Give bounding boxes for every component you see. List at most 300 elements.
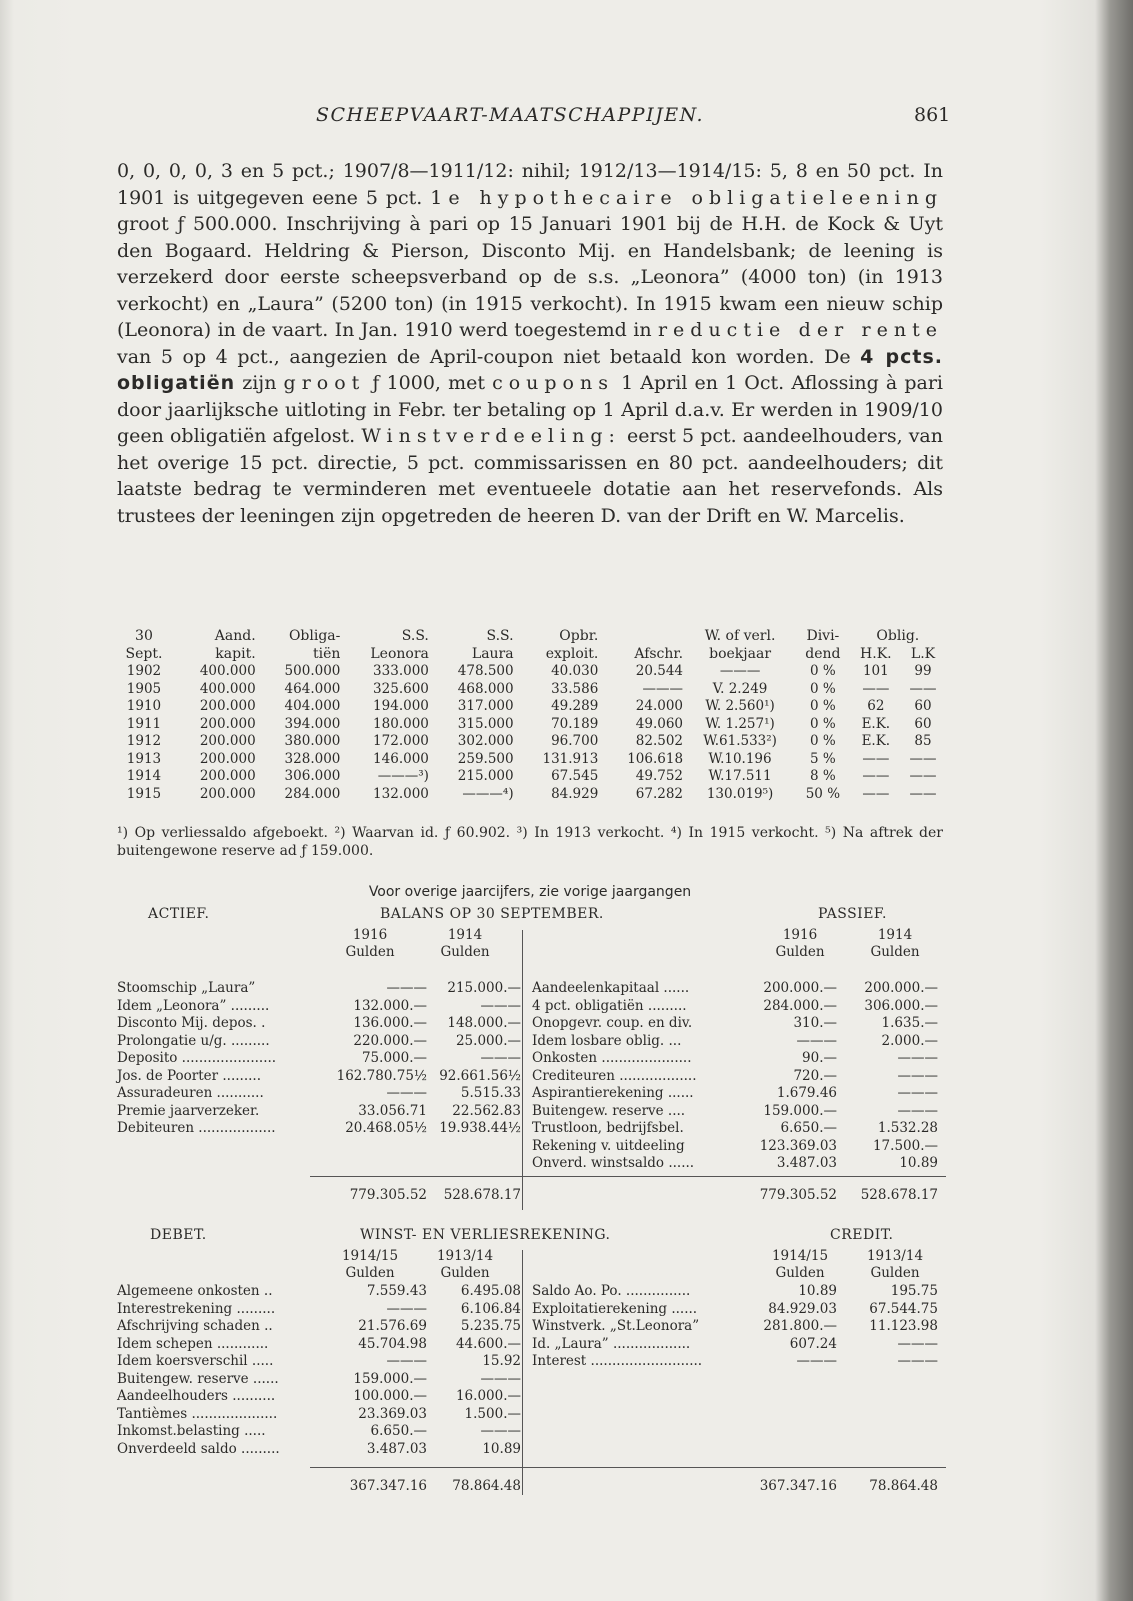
ledger-label: Premie jaarverzeker. <box>117 1102 260 1119</box>
paragraph-segment: zijn <box>235 372 284 394</box>
ledger-label: Interestrekening ......... <box>117 1300 276 1317</box>
ledger-value: ——— <box>897 1353 938 1369</box>
table-cell: 325.600 <box>373 680 429 697</box>
table-cell: 0 % <box>810 680 836 697</box>
balance-right-heading: PASSIEF. <box>818 906 887 922</box>
column-header: Aand. <box>214 628 256 644</box>
table-row <box>115 733 945 751</box>
ledger-label: Winstverk. „St.Leonora” <box>532 1318 700 1334</box>
ledger-value: 220.000.— <box>353 1032 427 1049</box>
ledger-value: 20.468.05½ <box>345 1120 427 1136</box>
ledger-value: 284.000.— <box>763 997 837 1014</box>
table-cell: 468.000 <box>457 680 514 697</box>
column-header: Obliga- <box>288 628 341 644</box>
pl-divider <box>522 1250 523 1495</box>
table-cell: 400.000 <box>199 680 256 697</box>
ledger-value: 3.487.03 <box>366 1440 427 1457</box>
balance-assets <box>117 980 521 1138</box>
column-header: Sept. <box>125 645 163 662</box>
table-cell: 380.000 <box>284 733 341 749</box>
column-header: tiën <box>312 645 341 662</box>
ledger-label: Buitengew. reserve ...... <box>117 1370 279 1387</box>
paragraph-segment: van 5 op 4 pct., aangezien de April-coupon niet betaald kon worden. De <box>117 345 861 368</box>
ledger-label: Onverdeeld saldo ......... <box>117 1440 280 1457</box>
balance-total-left: 779.305.52 528.678.17 <box>349 1187 521 1203</box>
balance-liabilities <box>532 980 942 1173</box>
ledger-value: 3.487.03 <box>776 1155 837 1171</box>
ledger-value: ——— <box>796 1353 837 1369</box>
table-cell: 0 % <box>810 715 836 732</box>
pl-year1-right: 1914/15 Gulden <box>771 1248 829 1281</box>
table-cell: 67.282 <box>635 785 684 802</box>
table-cell: ———³) <box>377 768 429 784</box>
table-row <box>115 681 945 699</box>
table-cell: ——— <box>642 680 684 697</box>
company-description <box>117 158 943 529</box>
ledger-label: Onopgevr. coup. en div. <box>532 1015 693 1031</box>
paragraph-segment: Winstverdeeling: <box>361 425 621 447</box>
balance-year1-left: 1916 Gulden <box>345 927 395 960</box>
table-cell: 317.000 <box>457 698 514 714</box>
ledger-row <box>117 1388 521 1406</box>
ledger-value: 607.24 <box>789 1335 837 1352</box>
table-row <box>115 751 945 769</box>
ledger-value: 45.704.98 <box>358 1335 427 1352</box>
ledger-label: Stoomschip „Laura” <box>117 980 256 996</box>
table-cell: 96.700 <box>551 733 599 749</box>
table-cell: 1911 <box>126 715 162 732</box>
table-cell: 194.000 <box>373 698 429 714</box>
ledger-row <box>532 1085 942 1103</box>
ledger-value: ——— <box>897 1085 938 1101</box>
table-cell: 200.000 <box>199 733 256 749</box>
ledger-row <box>532 1283 942 1301</box>
ledger-label: Idem „Leonora” ......... <box>117 997 270 1014</box>
table-cell: 180.000 <box>373 715 429 732</box>
table-cell: ——— <box>719 663 761 679</box>
ledger-value: 6.495.08 <box>460 1283 521 1299</box>
table-cell: 5 % <box>810 750 836 767</box>
pl-year2-left: 1913/14 Gulden <box>436 1248 494 1281</box>
ledger-row <box>117 1015 521 1033</box>
balance-divider <box>522 930 523 1210</box>
table-cell: 215.000 <box>457 768 514 784</box>
column-header: Leonora <box>370 645 429 662</box>
ledger-row <box>117 1283 521 1301</box>
ledger-value: 1.635.— <box>881 1015 938 1031</box>
paragraph-segment: reductie der rente <box>657 319 943 341</box>
ledger-value: 200.000.— <box>864 980 938 996</box>
ledger-row <box>532 998 942 1016</box>
table-cell: —— <box>862 768 890 784</box>
ledger-label: Disconto Mij. depos. . <box>117 1015 266 1031</box>
ledger-row <box>117 1300 521 1319</box>
ledger-label: Aandeelhouders .......... <box>117 1388 276 1404</box>
table-cell: 85 <box>914 733 932 749</box>
table-cell: E.K. <box>861 715 891 732</box>
ledger-row <box>117 1405 521 1424</box>
paragraph-segment: 4 pcts. obligatiën <box>117 345 944 394</box>
table-header-row-1 <box>115 628 945 646</box>
table-cell: 0 % <box>810 733 836 749</box>
ledger-row <box>532 1353 942 1371</box>
table-cell: 302.000 <box>457 733 514 749</box>
table-cell: 0 % <box>810 663 836 679</box>
table-cell: 106.618 <box>627 750 684 767</box>
ledger-value: 90.— <box>802 1050 837 1066</box>
table-cell: 49.752 <box>635 768 684 784</box>
table-cell: 8 % <box>810 768 836 784</box>
ledger-value: 44.600.— <box>455 1335 521 1352</box>
ledger-row <box>532 1301 942 1319</box>
ledger-row <box>532 1015 942 1033</box>
ledger-value: 310.— <box>793 1015 837 1031</box>
table-cell: 1912 <box>126 733 162 749</box>
ledger-value: 21.576.69 <box>358 1318 427 1334</box>
ledger-value: 10.89 <box>899 1155 938 1171</box>
ledger-label: Tantièmes .................... <box>117 1405 278 1422</box>
table-cell: 1914 <box>126 768 162 784</box>
column-header: Afschr. <box>634 645 684 662</box>
ledger-value: ——— <box>386 1085 427 1101</box>
ledger-value: 15.92 <box>482 1353 521 1369</box>
balance-total-right: 779.305.52 528.678.17 <box>759 1187 938 1203</box>
table-cell: 99 <box>914 663 932 679</box>
ledger-label: Crediteuren .................. <box>532 1067 697 1084</box>
ledger-value: 23.369.03 <box>358 1405 427 1422</box>
column-header: 30 <box>135 628 153 644</box>
ledger-label: Deposito ...................... <box>117 1050 277 1066</box>
table-cell: 1913 <box>126 750 162 767</box>
table-cell: 1915 <box>126 785 162 802</box>
column-header: boekjaar <box>709 645 772 662</box>
column-header: Opbr. <box>559 628 599 644</box>
table-cell: 131.913 <box>542 750 599 767</box>
ledger-value: ——— <box>386 1353 427 1369</box>
ledger-row <box>117 1050 521 1068</box>
table-cell: 1910 <box>126 698 162 714</box>
ledger-value: 100.000.— <box>353 1388 427 1404</box>
table-cell: 200.000 <box>199 715 256 732</box>
column-header: S.S. <box>486 628 514 644</box>
ledger-row <box>532 1138 942 1156</box>
ledger-label: Algemeene onkosten .. <box>117 1283 273 1299</box>
ledger-row <box>532 1033 942 1051</box>
pl-right-heading: CREDIT. <box>830 1227 894 1243</box>
ledger-value: 17.500.— <box>872 1137 938 1154</box>
table-cell: 82.502 <box>635 733 684 749</box>
ledger-value: 7.559.43 <box>366 1283 427 1299</box>
ledger-label: Onkosten ..................... <box>532 1050 692 1066</box>
balance-year2-left: 1914 Gulden <box>440 927 490 960</box>
ledger-value: ——— <box>897 1335 938 1352</box>
ledger-value: ——— <box>897 1050 938 1066</box>
ledger-value: ——— <box>386 980 427 996</box>
table-cell: 306.000 <box>284 768 341 784</box>
table-cell: E.K. <box>861 733 891 749</box>
column-header: S.S. <box>401 628 429 644</box>
ledger-row <box>117 1335 521 1354</box>
ledger-row <box>532 980 942 998</box>
ledger-value: 25.000.— <box>455 1032 521 1049</box>
table-cell: 478.500 <box>457 663 514 679</box>
table-cell: 404.000 <box>284 698 341 714</box>
ledger-label: Debiteuren .................. <box>117 1120 276 1136</box>
table-cell: 62 <box>867 698 885 714</box>
running-head: SCHEEPVAART-MAATSCHAPPIJEN. <box>316 104 705 126</box>
ledger-label: Aandeelenkapitaal ...... <box>532 980 690 996</box>
table-cell: 49.289 <box>551 698 599 714</box>
ledger-value: ——— <box>386 1300 427 1317</box>
table-row <box>115 716 945 734</box>
balance-total-rule <box>310 1176 946 1177</box>
table-cell: 84.929 <box>551 785 599 802</box>
table-row <box>115 786 945 804</box>
ledger-value: 215.000.— <box>447 980 521 996</box>
ledger-label: Jos. de Poorter ......... <box>117 1067 261 1084</box>
ledger-label: Idem koersverschil ..... <box>117 1353 274 1369</box>
ledger-label: Saldo Ao. Po. ............... <box>532 1283 691 1299</box>
ledger-value: 195.75 <box>890 1283 938 1299</box>
table-cell: 333.000 <box>373 663 429 679</box>
ledger-value: 159.000.— <box>353 1370 427 1387</box>
ledger-value: 19.938.44½ <box>439 1120 521 1136</box>
table-header-row-2 <box>115 646 945 664</box>
ledger-row <box>117 1032 521 1051</box>
ledger-row <box>117 1067 521 1086</box>
pl-title: WINST- EN VERLIESREKENING. <box>360 1227 611 1243</box>
table-cell: 464.000 <box>284 680 341 697</box>
table-cell: W.17.511 <box>708 768 772 784</box>
ledger-row <box>532 1318 942 1336</box>
yearly-figures-table <box>115 628 945 803</box>
ledger-value: 162.780.75½ <box>336 1067 427 1084</box>
table-footnotes <box>117 824 943 860</box>
ledger-row <box>532 1120 942 1138</box>
table-cell: —— <box>909 768 937 784</box>
ledger-row <box>532 1155 942 1173</box>
ledger-value: ——— <box>480 1370 521 1387</box>
column-header: exploit. <box>545 645 599 662</box>
table-cell: 200.000 <box>199 750 256 767</box>
ledger-label: Rekening v. uitdeeling <box>532 1137 685 1154</box>
ledger-value: 306.000.— <box>864 997 938 1014</box>
table-cell: 67.545 <box>551 768 599 784</box>
ledger-value: 2.000.— <box>881 1032 938 1049</box>
ledger-value: ——— <box>480 1423 521 1439</box>
column-header: Divi- <box>806 628 840 644</box>
table-cell: 0 % <box>810 698 836 714</box>
ledger-row <box>117 997 521 1016</box>
ledger-value: 123.369.03 <box>759 1137 837 1154</box>
table-row <box>115 698 945 716</box>
ledger-label: Inkomst.belasting ..... <box>117 1423 266 1439</box>
ledger-row <box>532 1103 942 1121</box>
ledger-row <box>117 1440 521 1459</box>
ledger-value: 6.106.84 <box>460 1300 521 1317</box>
balance-year2-right: 1914 Gulden <box>870 927 920 960</box>
ledger-label: Idem losbare oblig. ... <box>532 1032 682 1049</box>
ledger-label: Assuradeuren ........... <box>117 1085 264 1101</box>
table-cell: W.61.533²) <box>703 733 777 749</box>
table-cell: 284.000 <box>284 785 341 802</box>
ledger-label: Prolongatie u/g. ......... <box>117 1032 270 1049</box>
balance-title: BALANS OP 30 SEPTEMBER. <box>380 906 604 922</box>
ledger-value: 1.679.46 <box>776 1085 837 1101</box>
ledger-value: 136.000.— <box>353 1015 427 1031</box>
pl-year2-right: 1913/14 Gulden <box>866 1248 924 1281</box>
ledger-row <box>117 1085 521 1103</box>
pl-left-heading: DEBET. <box>150 1227 207 1243</box>
ledger-value: 6.650.— <box>370 1423 427 1439</box>
table-cell: 259.500 <box>457 750 514 767</box>
ledger-value: 16.000.— <box>455 1388 521 1404</box>
table-cell: 1905 <box>126 680 162 697</box>
table-cell: —— <box>909 785 937 802</box>
pl-total-left: 367.347.16 78.864.48 <box>349 1478 521 1494</box>
table-cell: 130.019⁵) <box>706 785 774 802</box>
paragraph-segment: 1 April en 1 Oct. Aflossing à pari door jaarlijksche uitloting in Febr. ter betaling op 1 April d.a.v. Er werden in 1909/10 geen obligatiën afgelost. <box>117 372 943 447</box>
table-cell: 328.000 <box>284 750 341 767</box>
ledger-value: 67.544.75 <box>869 1300 938 1317</box>
ledger-value: ——— <box>796 1032 837 1049</box>
ledger-value: 6.650.— <box>780 1120 837 1136</box>
column-header: dend <box>805 645 841 662</box>
paragraph-segment: eerst 5 pct. aandeelhouders, van het overige 15 pct. directie, 5 pct. commissarissen en 80 pct. aandeelhouders; dit laatste bedrag te verminderen met eventueele dotatie aan het reservefonds. Als trustees der leeningen zijn opgetreden de heeren D. van der Drift en W. Marcelis. <box>117 425 943 527</box>
ledger-label: 4 pct. obligatiën ......... <box>532 997 687 1014</box>
ledger-label: Buitengew. reserve .... <box>532 1102 686 1119</box>
table-cell: —— <box>862 785 890 802</box>
table-cell: 60 <box>914 715 932 732</box>
page-number: 861 <box>914 104 951 126</box>
ledger-value: 1.500.— <box>464 1405 521 1422</box>
ledger-row <box>117 1370 521 1389</box>
ledger-value: ——— <box>480 1050 521 1066</box>
pl-total-rule <box>310 1467 946 1468</box>
table-cell: —— <box>909 750 937 767</box>
ledger-row <box>117 1318 521 1336</box>
ledger-value: 22.562.83 <box>452 1102 521 1119</box>
table-cell: ———⁴) <box>462 785 514 802</box>
ledger-row <box>532 1068 942 1086</box>
paragraph-segment: groot <box>283 372 366 394</box>
table-cell: 200.000 <box>199 785 256 802</box>
ledger-value: 281.800.— <box>763 1318 837 1334</box>
pl-credit <box>532 1283 942 1371</box>
ledger-value: 5.515.33 <box>460 1085 521 1101</box>
column-header: Laura <box>471 645 514 662</box>
ledger-row <box>117 1102 521 1121</box>
table-cell: 394.000 <box>284 715 341 732</box>
pl-total-right: 367.347.16 78.864.48 <box>759 1478 938 1494</box>
table-cell: V. 2.249 <box>712 680 768 697</box>
table-cell: 40.030 <box>551 663 599 679</box>
column-header: H.K. <box>860 645 892 662</box>
table-cell: 20.544 <box>635 663 684 679</box>
ledger-value: 148.000.— <box>447 1015 521 1031</box>
table-cell: 60 <box>914 698 932 714</box>
paragraph-segment: 0, 0, 0, 0, 3 en 5 pct.; 1907/8—1911/12: nihil; 1912/13—1914/15: 5, 8 en 50 pct. In 1901 is uitgegeven eene 5 pct. <box>117 160 943 209</box>
table-cell: 200.000 <box>199 698 256 714</box>
table-cell: W. 2.560¹) <box>705 698 775 714</box>
balance-left-heading: ACTIEF. <box>148 906 210 922</box>
balance-year1-right: 1916 Gulden <box>775 927 825 960</box>
column-header: W. of verl. <box>704 628 776 644</box>
ledger-value: ——— <box>480 997 521 1014</box>
table-cell: 146.000 <box>373 750 429 767</box>
paragraph-segment: coupons <box>492 372 614 394</box>
ledger-row <box>532 1050 942 1068</box>
table-cell: 101 <box>862 663 889 679</box>
table-cell: 50 % <box>805 785 841 802</box>
ledger-value: 5.235.75 <box>460 1318 521 1334</box>
pl-debit <box>117 1283 521 1458</box>
table-cell: 33.586 <box>551 680 599 697</box>
ledger-row <box>117 980 521 998</box>
paragraph-segment: groot ƒ 500.000. Inschrijving à pari op 15 Januari 1901 bij de H.H. de Kock & Uyt den Bogaard. Heldring & Pierson, Disconto Mij. en Handelsbank; de leening is verzekerd door eerste scheepsverband op de s.s. „Leonora” (4000 ton) (in 1913 verkocht) en „Laura” (5200 ton) (in 1915 verkocht). In 1915 kwam een nieuw schip (Leonora) in de vaart. In Jan. 1910 werd toegestemd in <box>117 213 943 341</box>
ledger-row <box>117 1353 521 1371</box>
table-cell: 315.000 <box>457 715 514 732</box>
ledger-label: Trustloon, bedrijfsbel. <box>532 1120 684 1136</box>
ledger-row <box>117 1423 521 1441</box>
column-header: kapit. <box>215 645 256 662</box>
ledger-label: Aspirantierekening ...... <box>532 1085 694 1101</box>
ledger-row <box>117 1120 521 1138</box>
ledger-value: 720.— <box>793 1067 837 1084</box>
ledger-label: Id. „Laura” .................. <box>532 1335 691 1352</box>
pl-year1-left: 1914/15 Gulden <box>341 1248 399 1281</box>
other-years-note: Voor overige jaarcijfers, zie vorige jaargangen <box>368 884 692 900</box>
table-cell: 200.000 <box>199 768 256 784</box>
column-header <box>600 628 685 646</box>
ledger-value: 1.532.28 <box>877 1120 938 1136</box>
ledger-value: 33.056.71 <box>358 1102 427 1119</box>
ledger-value: ——— <box>897 1102 938 1119</box>
ledger-label: Idem schepen ............ <box>117 1335 269 1352</box>
ledger-value: 10.89 <box>798 1283 837 1299</box>
table-cell: 172.000 <box>373 733 429 749</box>
table-cell: W. 1.257¹) <box>705 715 775 732</box>
ledger-value: 11.123.98 <box>869 1318 938 1334</box>
ledger-label: Onverd. winstsaldo ...... <box>532 1155 695 1171</box>
table-row <box>115 663 945 681</box>
table-cell: —— <box>862 750 890 767</box>
table-cell: 49.060 <box>635 715 684 732</box>
table-cell: —— <box>862 680 890 697</box>
ledger-value: 159.000.— <box>763 1102 837 1119</box>
column-header: Oblig. <box>876 628 920 644</box>
table-cell: 132.000 <box>373 785 429 802</box>
ledger-label: Afschrijving schaden .. <box>117 1318 273 1334</box>
table-cell: —— <box>909 680 937 697</box>
ledger-label: Exploitatierekening ...... <box>532 1300 698 1317</box>
ledger-value: 92.661.56½ <box>439 1067 521 1084</box>
table-cell: W.10.196 <box>708 750 772 767</box>
table-cell: 70.189 <box>551 715 599 732</box>
ledger-value: 132.000.— <box>353 997 427 1014</box>
ledger-value: ——— <box>897 1067 938 1084</box>
ledger-value: 10.89 <box>482 1440 521 1457</box>
column-header: L.K <box>910 645 936 662</box>
table-cell: 500.000 <box>284 663 341 679</box>
table-row <box>115 768 945 786</box>
ledger-value: 84.929.03 <box>768 1300 837 1317</box>
table-cell: 400.000 <box>199 663 256 679</box>
ledger-value: 200.000.— <box>763 980 837 996</box>
ledger-value: 75.000.— <box>361 1050 427 1066</box>
ledger-label: Interest .......................... <box>532 1353 703 1369</box>
table-cell: 24.000 <box>635 698 684 714</box>
